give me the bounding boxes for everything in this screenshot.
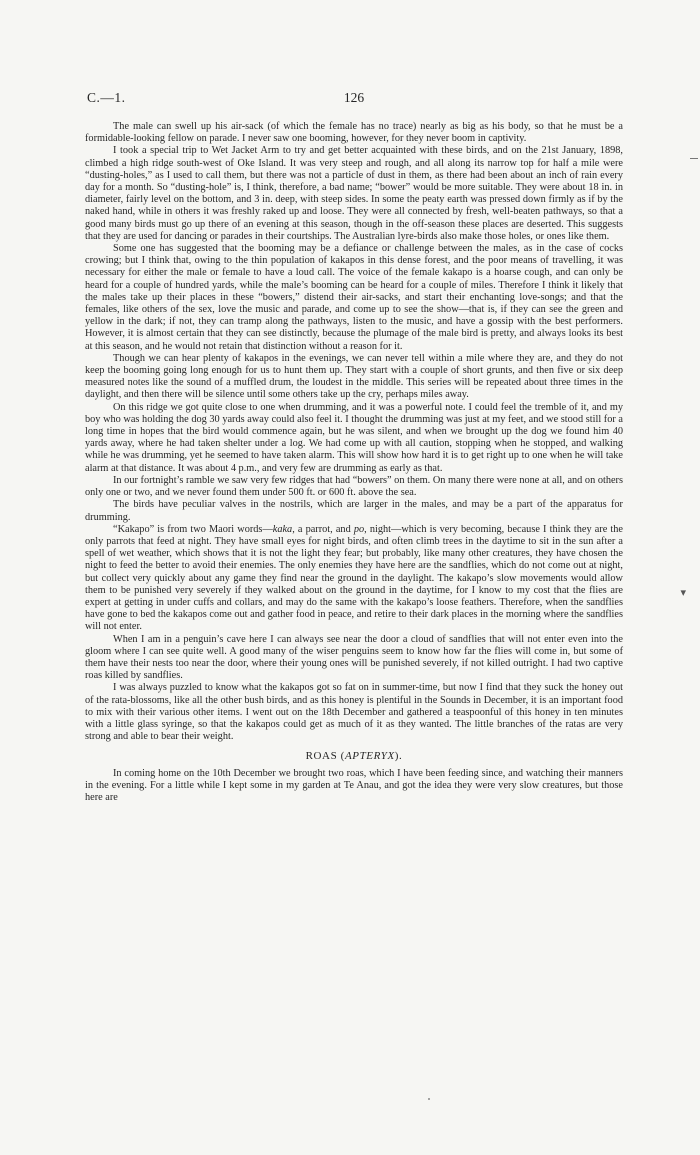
section-heading: ROAS (APTERYX). — [305, 750, 403, 763]
document-code: C.—1. — [87, 90, 126, 105]
margin-mark — [690, 158, 698, 159]
paragraph: Though we can hear plenty of kakapos in the evenings, we can never tell within a mile where they are, and they do not keep the booming going long enough for us to hunt them up. They start with a couple of short grunts, and then five or six deep measured notes like the sound of a muffled drum, the loudest in the middle. This series will be repeated about three times in the daylight, and then there will be silence until some others take up the cry, perhaps miles away. — [85, 352, 623, 401]
paragraph: The male can swell up his air-sack (of which the female has no trace) nearly as big as his body, so that he must be a formidable-looking fellow on parade. I never saw one booming, however, for they never boom in captivity. — [85, 121, 623, 145]
paragraph: When I am in a penguin’s cave here I can always see near the door a cloud of sandflies that will not enter even into the gloom where I can see quite well. A good many of the wiser penguins seem to know how far the flies will come in, but some of them have their nests too near the door, where their young ones will be punished severely, if not killed outright. I had two captive roas killed by sandflies. — [85, 633, 623, 682]
maori-word-kaka: kaka — [272, 523, 293, 535]
margin-mark: ▾ — [680, 587, 686, 599]
paragraph: I was always puzzled to know what the kakapos got so fat on in summer-time, but now I find that they suck the honey out of the rata-blossoms, like all the other bush birds, and as this honey is plentiful in the Sounds in December, it is an important food to mix with their various other items. I went out on the 18th December and gathered a teaspoonful of this honey in ten minutes with a little glass syringe, so that the kakapos could get as much of it as they wanted. The little branches of the ratas are very strong and able to bear their weight. — [85, 682, 623, 743]
paragraph: I took a special trip to Wet Jacket Arm to try and get better acquainted with these birds, and on the 21st January, 1898, climbed a high ridge south-west of Oke Island. It was very steep and rough, and all along its narrow top for half a mile were “dusting-holes,” as I used to call them, but there was not a particle of dust in them, as there had been about an inch of rain every day for a month. So “dusting-hole” is, I think, therefore, a bad name; “bower” would be more suitable. They were about 18 in. in diameter, fairly level on the bottom, and 3 in. deep, with steep sides. In some the peaty earth was pressed down firmly as if by the naked hand, while in others it was freshly raked up and loose. They were all connected by fresh, well-beaten pathways, so that a good many birds must go up there of an evening at this season, though in the off-season these places are deserted. This suggests that they are used for dancing or parades in their courtships. The Australian lyre-birds also make those holes, or ones like them. — [85, 145, 623, 242]
paragraph: Some one has suggested that the booming may be a defiance or challenge between the males, as in the case of cocks crowing; but I think that, owing to the thin population of kakapos in this dense forest, and the poor means of travelling, it was necessary for either the male or female to have a loud call. The voice of the female kakapo is a hoarse cough, and can only be heard for a couple of hundred yards, while the male’s booming can be heard for a couple of miles. Therefore I think it likely that the males take up their places in these “bowers,” distend their air-sacks, and start their enchanting love-songs; and that the females, like others of the sex, love the music and parade, and come up to see the show—that is, if they can see the green and yellow in the dark; if not, they can tramp along the pathways, listen to the music, and have a gossip with the best performers. However, it is almost certain that they can see distinctly, because the plumage of the male bird is pretty, and always looks its best at this season, and he would not retain that distinction without a reason for it. — [85, 243, 623, 352]
paragraph: On this ridge we got quite close to one when drumming, and it was a powerful note. I could feel the tremble of it, and my boy who was holding the dog 30 yards away could also feel it. I thought the drumming was just at my feet, and we stood still for a long time in hopes that the bird would commence again, but he was silent, and when we brought up the dog we found him 40 yards away, where he had taken shelter under a log. We had come up with all caution, stopping when he stopped, and walking while he was drumming, yet he seemed to have taken alarm. This will show how hard it is to get right up to one when he will take alarm at that distance. It was about 4 p.m., and very few are drumming as early as that. — [85, 401, 623, 474]
page-header — [85, 90, 623, 108]
paragraph-kakapo-etymology: “Kakapo” is from two Maori words—kaka, a parrot, and po, night—which is very becoming, because I think they are the only parrots that feed at night. They have small eyes for night birds, and often climb trees in the daytime to sit in the sun after a spell of wet weather, which shows that it is not the light they fear; but probably, like many other creatures, they have chosen the night to feed the better to avoid their enemies. The only enemies they have here are the sandflies, which do not come out at night, but collect very quickly about any game they find near the ground in the daylight. The kakapo’s slow movements would allow them to be punished very severely if they walked about on the ground in the daytime, for I know to my cost that the flies are expert at getting in under cuffs and collars, and may do the same with the kakapo’s loose feathers. Therefore, when the sandflies have gone to bed the kakapos come out and gather food in peace, and retire to their dark places in the morning where the sandflies will not enter. — [85, 523, 623, 633]
speck — [428, 1098, 430, 1100]
body-text — [85, 121, 623, 804]
page-number: 126 — [343, 90, 365, 105]
maori-word-po: po — [353, 523, 365, 535]
paragraph: In coming home on the 10th December we brought two roas, which I have been feeding since, and watching their manners in the evening. For a little while I kept some in my garden at Te Anau, and got the idea they were very slow creatures, but those here are — [85, 767, 623, 803]
paragraph: The birds have peculiar valves in the nostrils, which are larger in the males, and may be a part of the apparatus for drumming. — [85, 499, 623, 523]
paragraph: In our fortnight’s ramble we saw very few ridges that had “bowers” on them. On many there were none at all, and on others only one or two, and we never found them under 500 ft. or 600 ft. above the sea. — [85, 474, 623, 499]
